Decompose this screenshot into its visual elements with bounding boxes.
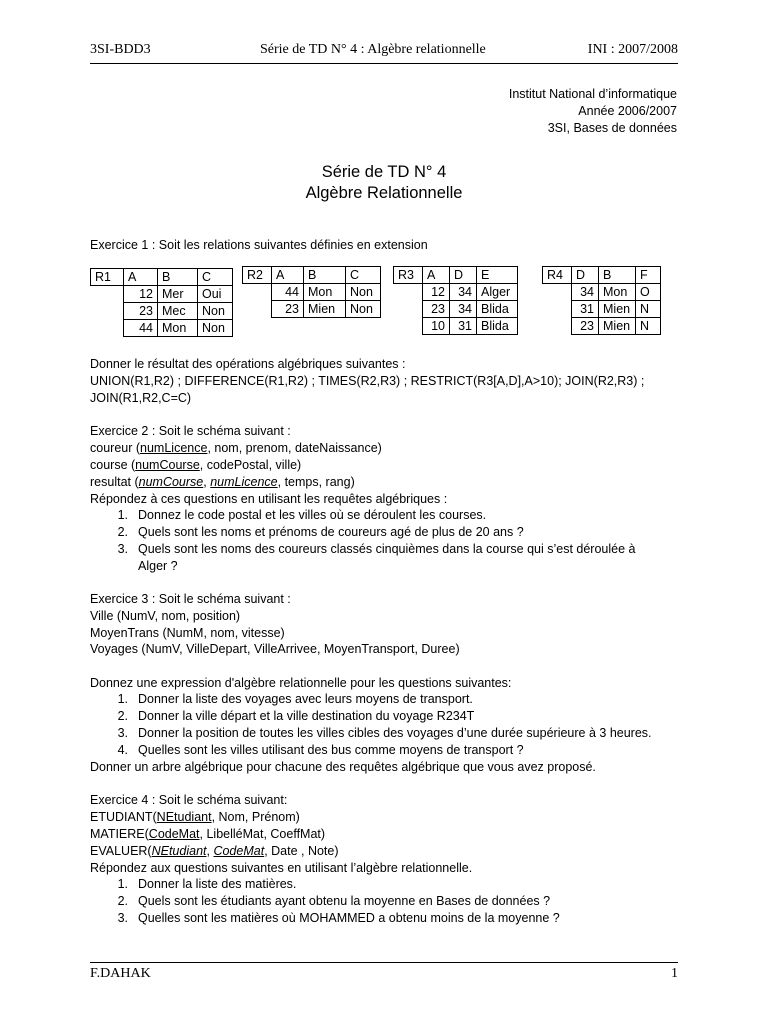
- list-item: 1. Donnez le code postal et les villes où se déroulent les courses.: [117, 508, 487, 522]
- table-cell: 44: [272, 284, 304, 301]
- relation-name: R2: [243, 267, 272, 284]
- schema-resultat: resultat (numCourse, numLicence, temps, rang): [90, 475, 355, 489]
- table-cell: Blida: [477, 318, 518, 335]
- table-cell: 31: [572, 301, 599, 318]
- list-item-continuation: Alger ?: [138, 559, 178, 573]
- footer-rule: [90, 962, 678, 963]
- list-item: 1. Donner la liste des matières.: [117, 877, 297, 891]
- foreign-key: NEtudiant: [151, 844, 207, 858]
- schema-matiere: MATIERE(CodeMat, LibelléMat, CoeffMat): [90, 827, 326, 841]
- header-title: Série de TD N° 4 : Algèbre relationnelle: [260, 42, 486, 57]
- institution-year: Année 2006/2007: [578, 104, 677, 118]
- column-header: C: [198, 269, 233, 286]
- header-year: INI : 2007/2008: [587, 42, 678, 57]
- table-cell: 44: [124, 320, 158, 337]
- ex1-instruction: Donner le résultat des opérations algébriques suivantes :: [90, 357, 406, 371]
- relation-name: R1: [91, 269, 124, 286]
- column-header: A: [272, 267, 304, 284]
- table-cell: 34: [450, 301, 477, 318]
- ex2-instruction: Répondez à ces questions en utilisant les requêtes algébriques :: [90, 492, 448, 506]
- table-cell: Mec: [158, 303, 198, 320]
- list-item: 2. Quels sont les étudiants ayant obtenu la moyenne en Bases de données ?: [117, 894, 551, 908]
- list-item: 2. Quels sont les noms et prénoms de coureurs agé de plus de 20 ans ?: [117, 525, 524, 539]
- primary-key: CodeMat: [148, 827, 200, 841]
- table-cell: Mien: [304, 301, 346, 318]
- table-cell: Non: [346, 301, 381, 318]
- ex1-operations-line-1: UNION(R1,R2) ; DIFFERENCE(R1,R2) ; TIMES(R2,R3) ; RESTRICT(R3[A,D],A>10); JOIN(R2,R3) ;: [90, 374, 645, 388]
- schema-etudiant: ETUDIANT(NEtudiant, Nom, Prénom): [90, 810, 300, 824]
- ex2-heading: Exercice 2 : Soit le schéma suivant :: [90, 424, 291, 438]
- list-item: 3. Donner la position de toutes les villes cibles des voyages d’une durée supérieure à 3 heures.: [117, 726, 652, 740]
- footer-author: F.DAHAK: [90, 966, 151, 981]
- column-header: E: [477, 267, 518, 284]
- table-cell: 23: [124, 303, 158, 320]
- table-cell: 34: [572, 284, 599, 301]
- table-cell: 23: [423, 301, 450, 318]
- column-header: A: [124, 269, 158, 286]
- schema-course: course (numCourse, codePostal, ville): [90, 458, 302, 472]
- column-header: D: [450, 267, 477, 284]
- table-cell: 31: [450, 318, 477, 335]
- column-header: B: [158, 269, 198, 286]
- schema-ville: Ville (NumV, nom, position): [90, 609, 241, 623]
- schema-coureur: coureur (numLicence, nom, prenom, dateNaissance): [90, 441, 382, 455]
- column-header: F: [636, 267, 661, 284]
- column-header: B: [304, 267, 346, 284]
- table-cell: 10: [423, 318, 450, 335]
- table-cell: Mien: [599, 318, 636, 335]
- list-item: 3. Quelles sont les matières où MOHAMMED a obtenu moins de la moyenne ?: [117, 911, 560, 925]
- table-cell: 12: [124, 286, 158, 303]
- column-header: D: [572, 267, 599, 284]
- table-cell: 12: [423, 284, 450, 301]
- relation-table-r3: [393, 266, 518, 335]
- primary-key: NEtudiant: [156, 810, 212, 824]
- relation-table-r4: [542, 266, 661, 335]
- foreign-key: CodeMat: [213, 844, 265, 858]
- title-line-2: Algèbre Relationnelle: [305, 184, 463, 202]
- ex3-closing: Donner un arbre algébrique pour chacune des requêtes algébrique que vous avez proposé.: [90, 760, 596, 774]
- table-cell: N: [636, 318, 661, 335]
- table-cell: 23: [272, 301, 304, 318]
- relation-name: R4: [543, 267, 572, 284]
- schema-voyages: Voyages (NumV, VilleDepart, VilleArrivee, MoyenTransport, Duree): [90, 642, 460, 656]
- table-cell: N: [636, 301, 661, 318]
- table-cell: Mon: [599, 284, 636, 301]
- table-cell: 23: [572, 318, 599, 335]
- table-cell: Non: [346, 284, 381, 301]
- ex3-instruction: Donnez une expression d'algèbre relationnelle pour les questions suivantes:: [90, 676, 512, 690]
- title-line-1: Série de TD N° 4: [321, 163, 447, 181]
- institution-block: [509, 86, 677, 137]
- table-cell: Blida: [477, 301, 518, 318]
- institution-course: 3SI, Bases de données: [547, 121, 677, 135]
- header-rule: [90, 63, 678, 64]
- ex4-heading: Exercice 4 : Soit le schéma suivant:: [90, 793, 288, 807]
- ex1-heading: Exercice 1 : Soit les relations suivantes définies en extension: [90, 238, 428, 252]
- table-cell: Mer: [158, 286, 198, 303]
- header-course-code: 3SI-BDD3: [90, 42, 151, 57]
- table-cell: Mon: [158, 320, 198, 337]
- column-header: B: [599, 267, 636, 284]
- schema-moyentrans: MoyenTrans (NumM, nom, vitesse): [90, 626, 285, 640]
- table-cell: Non: [198, 303, 233, 320]
- table-cell: Mon: [304, 284, 346, 301]
- column-header: A: [423, 267, 450, 284]
- list-item: 2. Donner la ville départ et la ville destination du voyage R234T: [117, 709, 475, 723]
- primary-key: numLicence: [140, 441, 208, 455]
- page-header: [90, 42, 678, 62]
- foreign-key: numLicence: [210, 475, 278, 489]
- foreign-key: numCourse: [138, 475, 204, 489]
- institution-name: Institut National d’informatique: [508, 87, 677, 101]
- document-title: [0, 162, 768, 204]
- column-header: C: [346, 267, 381, 284]
- table-cell: Non: [198, 320, 233, 337]
- ex3-heading: Exercice 3 : Soit le schéma suivant :: [90, 592, 291, 606]
- relation-name: R3: [394, 267, 423, 284]
- list-item: 4. Quelles sont les villes utilisant des bus comme moyens de transport ?: [117, 743, 524, 757]
- table-cell: O: [636, 284, 661, 301]
- ex1-operations-line-2: JOIN(R1,R2,C=C): [90, 391, 192, 405]
- relation-table-r2: [242, 266, 381, 318]
- table-cell: Alger: [477, 284, 518, 301]
- table-cell: 34: [450, 284, 477, 301]
- page-number: 1: [671, 966, 678, 981]
- schema-evaluer: EVALUER(NEtudiant, CodeMat, Date , Note): [90, 844, 339, 858]
- list-item: 1. Donner la liste des voyages avec leurs moyens de transport.: [117, 692, 473, 706]
- table-cell: Mien: [599, 301, 636, 318]
- list-item: 3. Quels sont les noms des coureurs classés cinquièmes dans la course qui s’est déroulée à: [117, 542, 636, 556]
- primary-key: numCourse: [135, 458, 200, 472]
- ex4-instruction: Répondez aux questions suivantes en utilisant l’algèbre relationnelle.: [90, 861, 473, 875]
- relation-table-r1: [90, 268, 233, 337]
- table-cell: Oui: [198, 286, 233, 303]
